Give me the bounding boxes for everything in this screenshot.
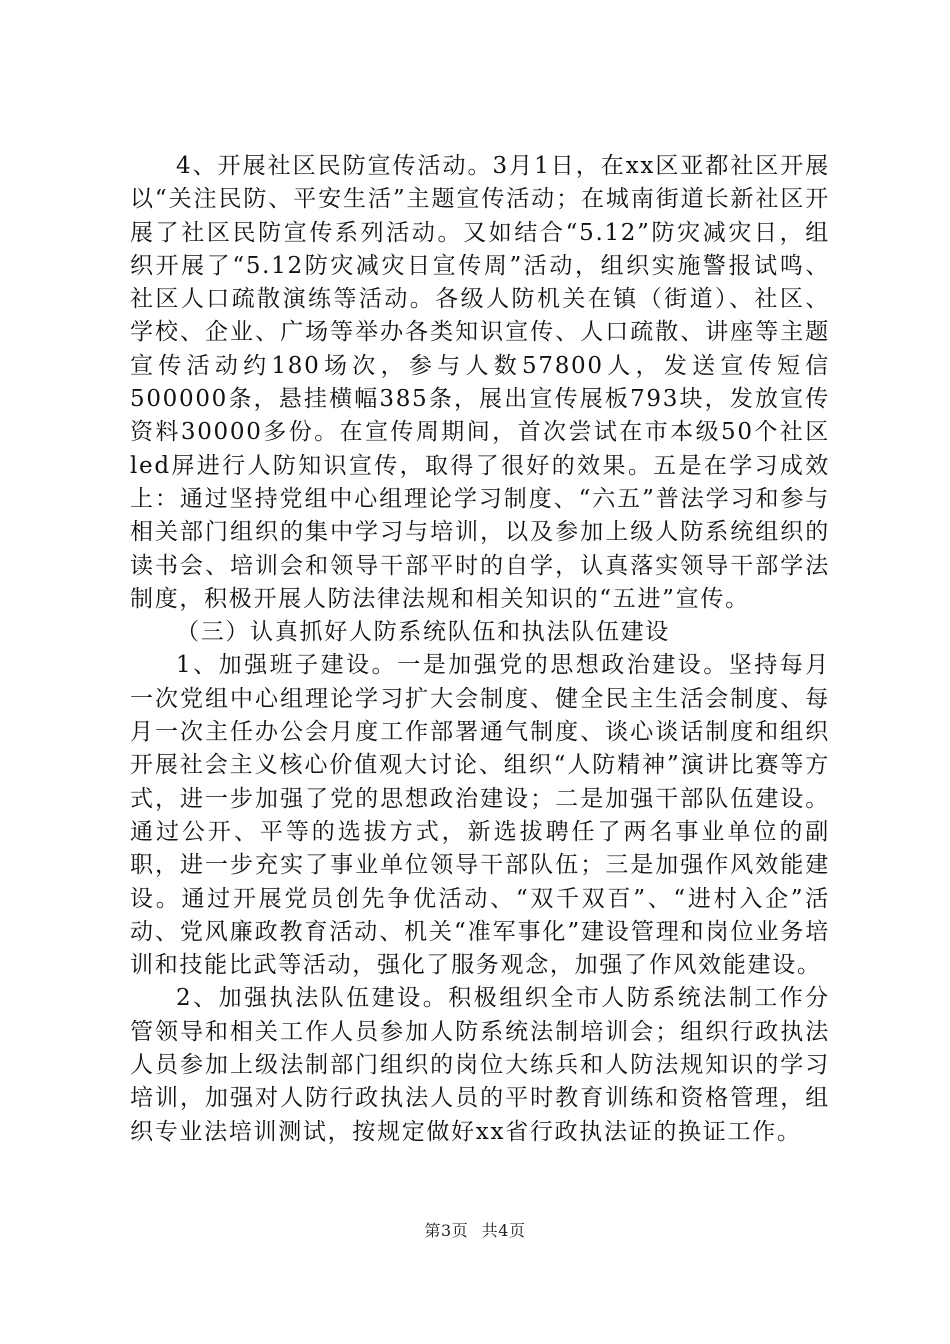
page-footer — [0, 1218, 950, 1241]
paragraph-community-publicity: 4、开展社区民防宣传活动。3月1日，在xx区亚都社区开展以“关注民防、平安生活”主题宣传活动；在城南街道长新社区开展了社区民防宣传系列活动。又如结合“5.12”防灾减灾日，组织开展了“5.12防灾减灾日宣传周”活动，组织实施警报试鸣、社区人口疏散演练等活动。各级人防机关在镇（街道）、社区、学校、企业、广场等举办各类知识宣传、人口疏散、讲座等主题宣传活动约180场次，参与人数57800人，发送宣传短信500000条，悬挂横幅385条，展出宣传展板793块，发放宣传资料30000多份。在宣传周期间，首次尝试在市本级50个社区led屏进行人防知识宣传，取得了很好的效果。五是在学习成效上：通过坚持党组中心组理论学习制度、“六五”普法学习和参与相关部门组织的集中学习与培训，以及参加上级人防系统组织的读书会、培训会和领导干部平时的自学，认真落实领导干部学法制度，积极开展人防法律法规和相关知识的“五进”宣传。 — [130, 153, 830, 612]
paragraph-enforcement-team: 2、加强执法队伍建设。积极组织全市人防系统法制工作分管领导和相关工作人员参加人防系统法制培训会；组织行政执法人员参加上级法制部门组织的岗位大练兵和人防法规知识的学习培训，加强对人防行政执法人员的平时教育训练和资格管理，组织专业法培训测试，按规定做好xx省行政执法证的换证工作。 — [130, 985, 830, 1145]
paragraph-leadership-building: 1、加强班子建设。一是加强党的思想政治建设。坚持每月一次党组中心组理论学习扩大会制度、健全民主生活会制度、每月一次主任办公会月度工作部署通气制度、谈心谈话制度和组织开展社会主义核心价值观大讨论、组织“人防精神”演讲比赛等方式，进一步加强了党的思想政治建设；二是加强干部队伍建设。通过公开、平等的选拔方式，新选拔聘任了两名事业单位的副职，进一步充实了事业单位领导干部队伍；三是加强作风效能建设。通过开展党员创先争优活动、“双千双百”、“进村入企”活动、党风廉政教育活动、机关“准军事化”建设管理和岗位业务培训和技能比武等活动，强化了服务观念，加强了作风效能建设。 — [130, 652, 830, 979]
page-total: 共4页 — [481, 1221, 526, 1240]
section-heading-team-building: （三）认真抓好人防系统队伍和执法队伍建设 — [176, 619, 670, 646]
document-body — [130, 150, 830, 1149]
page-number: 第3页 — [424, 1221, 469, 1240]
